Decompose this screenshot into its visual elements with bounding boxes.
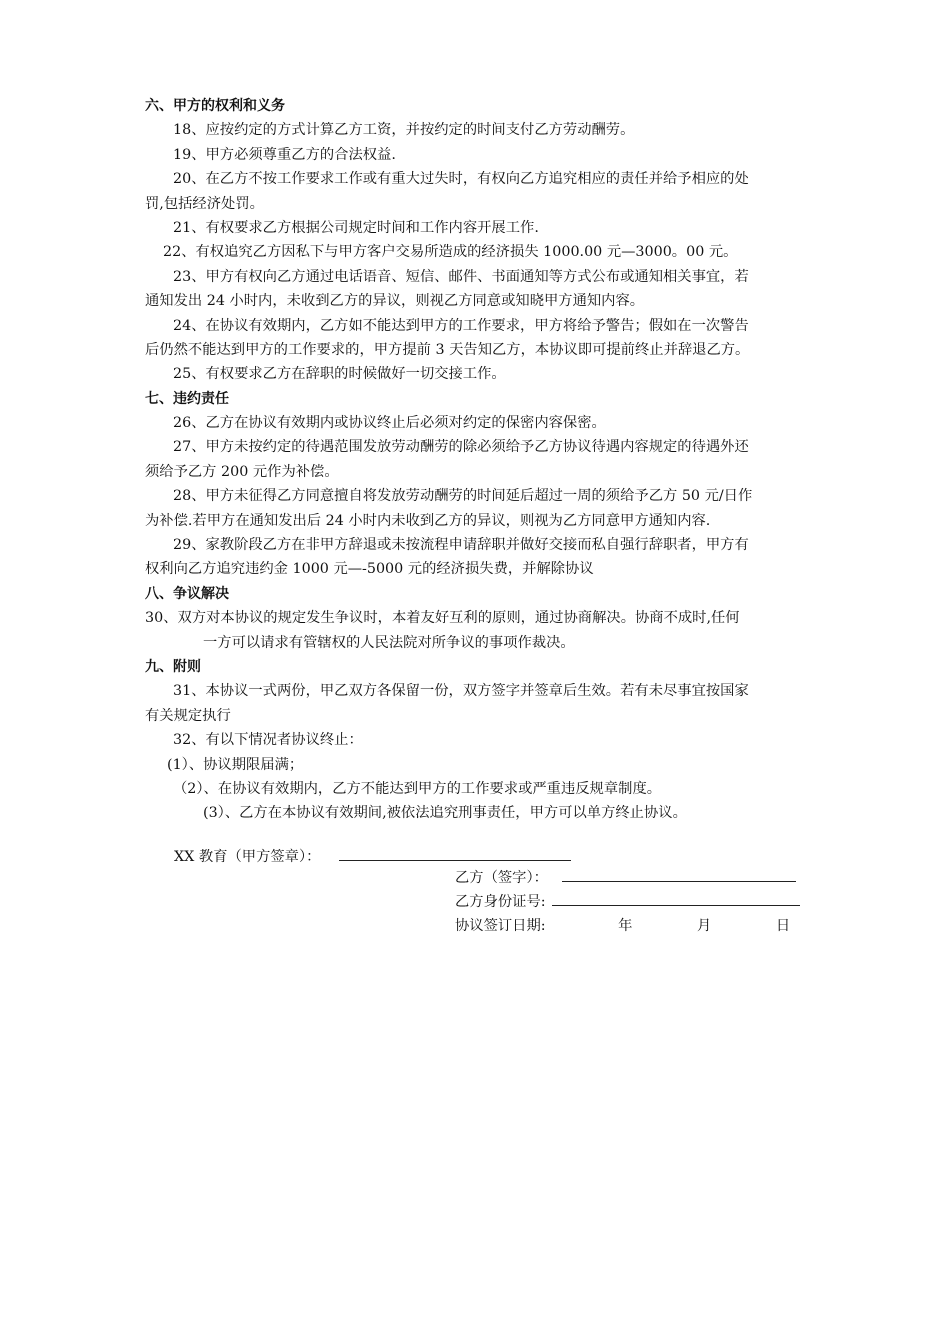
date-day-label: 日 [775, 918, 791, 934]
clause-23-line1: 23、甲方有权向乙方通过电话语音、短信、邮件、书面通知等方式公布或通知相关事宜，若 [173, 268, 749, 285]
clause-23-line2: 通知发出 24 小时内，未收到乙方的异议，则视乙方同意或知晓甲方通知内容。 [145, 293, 645, 310]
section-9-heading: 九、附则 [145, 658, 201, 675]
party-a-label: XX 教育（甲方签章）： [174, 849, 321, 865]
clause-28-line2: 为补偿.若甲方在通知发出后 24 小时内未收到乙方的异议，则视为乙方同意甲方通知内容. [145, 512, 711, 529]
clause-32-item-1: (1）、协议期限届满； [167, 756, 304, 773]
clause-20-line1: 20、在乙方不按工作要求工作或有重大过失时，有权向乙方追究相应的责任并给予相应的处 [173, 171, 749, 188]
clause-18: 18、应按约定的方式计算乙方工资，并按约定的时间支付乙方劳动酬劳。 [173, 122, 635, 139]
clause-31-line2: 有关规定执行 [145, 707, 231, 724]
clause-31-line1: 31、本协议一式两份，甲乙双方各保留一份，双方签字并签章后生效。若有未尽事宜按国家 [173, 683, 749, 700]
clause-29-line2: 权利向乙方追究违约金 1000 元—-5000 元的经济损失费，并解除协议 [145, 561, 594, 578]
clause-30-line2: 一方可以请求有管辖权的人民法院对所争议的事项作裁决。 [203, 634, 575, 651]
clause-27-line2: 须给予乙方 200 元作为补偿。 [145, 463, 339, 480]
sign-date-label: 协议签订日期: [455, 918, 546, 934]
clause-20-line2: 罚,包括经济处罚。 [145, 195, 264, 212]
clause-21: 21、有权要求乙方根据公司规定时间和工作内容开展工作. [173, 219, 539, 236]
party-b-label: 乙方（签字）： [455, 870, 548, 886]
clause-27-line1: 27、甲方未按约定的待遇范围发放劳动酬劳的除必须给予乙方协议待遇内容规定的待遇外还 [173, 439, 749, 456]
clause-24-line1: 24、在协议有效期内，乙方如不能达到甲方的工作要求，甲方将给予警告；假如在一次警告 [173, 317, 749, 334]
party-b-id-line[interactable] [552, 891, 800, 906]
sign-date-row [455, 914, 790, 938]
clause-26: 26、乙方在协议有效期内或协议终止后必须对约定的保密内容保密。 [173, 415, 606, 432]
clause-32: 32、有以下情况者协议终止： [173, 732, 363, 749]
party-b-signature-line[interactable] [562, 867, 796, 882]
section-7-heading: 七、违约责任 [145, 390, 229, 407]
party-b-id-row [455, 890, 800, 914]
section-8-heading: 八、争议解决 [145, 585, 229, 602]
clause-19: 19、甲方必须尊重乙方的合法权益. [173, 146, 396, 163]
section-6-heading: 六、甲方的权利和义务 [145, 98, 285, 114]
clause-24-line2: 后仍然不能达到甲方的工作要求的，甲方提前 3 天告知乙方，本协议即可提前终止并辞退乙方。 [145, 341, 750, 358]
party-a-signature-line[interactable] [339, 846, 571, 861]
date-year-label: 年 [618, 918, 633, 934]
clause-28-line1: 28、甲方未征得乙方同意擅自将发放劳动酬劳的时间延后超过一周的须给予乙方 50 元/日作 [173, 488, 753, 505]
party-b-id-label: 乙方身份证号: [455, 894, 546, 910]
clause-29-line1: 29、家教阶段乙方在非甲方辞退或未按流程申请辞职并做好交接而私自强行辞职者，甲方有 [173, 537, 749, 554]
agreement-page [145, 94, 847, 826]
party-b-signature-row [455, 866, 796, 890]
clause-30-line1: 30、双方对本协议的规定发生争议时，本着友好互利的原则，通过协商解决。协商不成时,任何 [145, 610, 740, 627]
date-month-label: 月 [697, 918, 712, 934]
clause-22: 22、有权追究乙方因私下与甲方客户交易所造成的经济损失 1000.00 元—3000。00 元。 [163, 244, 738, 261]
clause-25: 25、有权要求乙方在辞职的时候做好一切交接工作。 [173, 366, 506, 383]
clause-32-item-2: （2）、在协议有效期内，乙方不能达到甲方的工作要求或严重违反规章制度。 [173, 780, 662, 797]
clause-32-item-3: (3）、乙方在本协议有效期间,被依法追究刑事责任，甲方可以单方终止协议。 [203, 805, 687, 822]
